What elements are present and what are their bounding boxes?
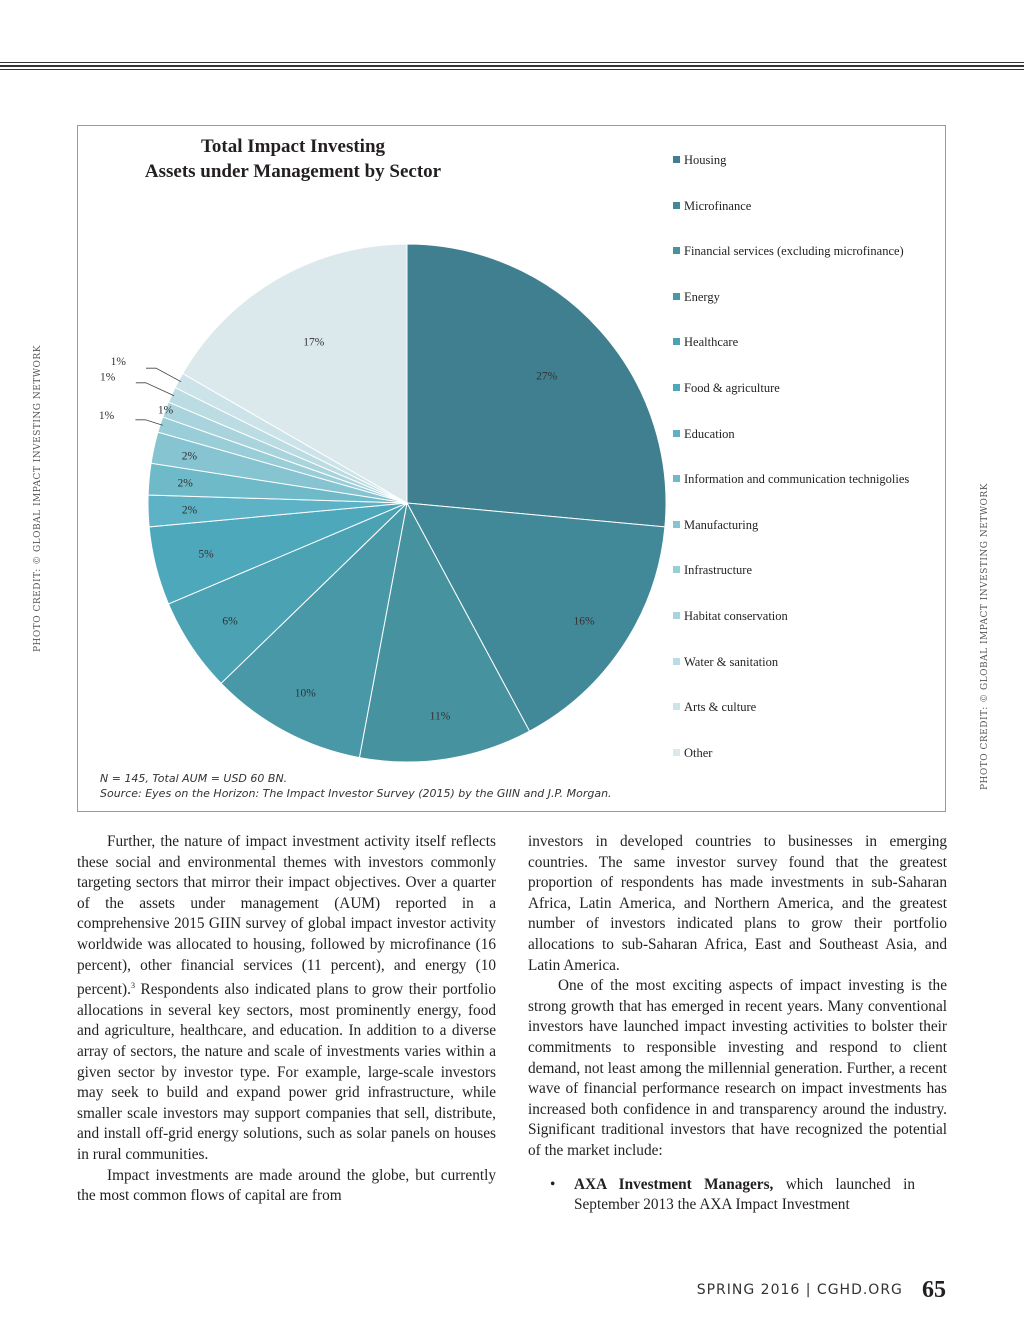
chart-title-line-2: Assets under Management by Sector	[144, 161, 442, 182]
data-label-infrastructure: 1%	[98, 410, 115, 423]
legend-label: Arts & culture	[684, 700, 757, 715]
legend-swatch	[673, 156, 680, 163]
paragraph-text: Further, the nature of impact investment activity itself reflects these social and environmental themes with investors commonly targeting sectors that mirror their impact objectives. Over a quarter of the assets under management (AUM) reported in a comprehensive 2015 GIIN survey of global impact investor activity worldwide was allocated to housing, followed by microfinance (16 percent), other financial services (11 percent), and energy (10 percent).	[77, 833, 496, 999]
legend-item-food-agriculture	[673, 381, 780, 396]
leader-line	[146, 368, 181, 382]
page-footer	[697, 1277, 946, 1304]
data-label-information-and-communication-technigolies: 2%	[177, 477, 193, 490]
bullet-marker: •	[550, 1175, 556, 1193]
data-label-arts-culture: 1%	[110, 355, 126, 368]
legend-swatch	[673, 247, 680, 254]
legend-item-financial-services-excluding-microfinance	[673, 244, 904, 259]
paragraph	[77, 832, 496, 1166]
paragraph-text: Respondents also indicated plans to grow their portfolio allocations in several key sectors, most prominently energy, food and agriculture, healthcare, and education. In addition to a diverse array of sectors, the nature and scale of investments varies within a given sector by investor type. For example, large-scale investors may seek to build and expand power grid infrastructure, while smaller scale investors may support companies that sell, distribute, and install off-grid energy solutions, such as solar panels on houses in rural communities.	[77, 981, 496, 1163]
paragraph: One of the most exciting aspects of impact investing is the strong growth that has emerged in recent years. Many conventional investors have launched impact investing activities to bolster their commitments to responsible investing and respond to client demand, not least among the millennial generation. Further, a recent wave of financial performance research on impact investments has increased both confidence in and transparency around the industry. Significant traditional investors that have recognized the potential of the market include:	[528, 977, 947, 1159]
pie-slice-housing	[407, 244, 666, 527]
data-label-water-sanitation: 1%	[100, 371, 116, 384]
photo-credit-left: PHOTO CREDIT: © GLOBAL IMPACT INVESTING NETWORK	[33, 345, 43, 652]
legend-swatch	[673, 703, 680, 710]
chart-title	[138, 134, 448, 184]
legend-label: Energy	[684, 289, 720, 304]
legend-swatch	[673, 566, 680, 573]
legend-label: Infrastructure	[684, 563, 753, 578]
legend-item-manufacturing	[673, 518, 758, 533]
legend-label: Information and communication technigolies	[684, 472, 910, 487]
paragraph: investors in developed countries to businesses in emerging countries. The same investor survey found that the greatest proportion of respondents has made investments in sub-Saharan Africa, Latin America, and Northern America, and the greatest number of investors indicated plans to grow their portfolio allocations to sub-Saharan Africa, East and Southeast Asia, and Latin America.	[528, 833, 947, 974]
legend-item-healthcare	[673, 335, 738, 350]
data-label-food-agriculture: 5%	[198, 548, 214, 561]
legend-swatch	[673, 749, 680, 756]
legend-item-other	[673, 746, 712, 761]
data-label-microfinance: 16%	[573, 615, 595, 628]
top-rule	[0, 69, 1024, 70]
legend-item-water-sanitation	[673, 655, 778, 670]
legend-item-infrastructure	[673, 563, 752, 578]
data-label-healthcare: 6%	[222, 615, 238, 628]
footer-issue: SPRING 2016 | CGHD.ORG	[696, 1282, 903, 1298]
bullet-bold-text: AXA Investment Managers,	[574, 1175, 774, 1193]
legend-label: Education	[684, 426, 735, 441]
data-label-habitat-conservation: 1%	[157, 404, 174, 417]
data-label-financial-services-excluding-microfinance: 11%	[429, 710, 451, 723]
body-column-right	[528, 832, 947, 1216]
paragraph: Impact investments are made around the globe, but currently the most common flows of capital are from	[77, 1166, 496, 1205]
data-label-energy: 10%	[294, 687, 316, 700]
pie-chart-figure	[77, 125, 946, 812]
legend-item-habitat-conservation	[673, 609, 788, 624]
legend-label: Financial services (excluding microfinance)	[684, 244, 904, 259]
chart-note-sample: N = 145, Total AUM = USD 60 BN.	[100, 772, 288, 785]
legend-item-arts-culture	[673, 700, 756, 715]
leader-line	[135, 420, 162, 426]
data-label-other: 17%	[303, 336, 325, 349]
legend-swatch	[673, 658, 680, 665]
bullet-text: which launched in September 2013 the AXA Impact Investment	[574, 1175, 915, 1214]
legend-label: Healthcare	[684, 335, 739, 350]
legend-swatch	[673, 338, 680, 345]
chart-note-source: Source: Eyes on the Horizon: The Impact Investor Survey (2015) by the GIIN and J.P. Morgan.	[100, 787, 612, 800]
legend-label: Housing	[684, 153, 727, 167]
legend-label: Habitat conservation	[684, 609, 788, 623]
legend-item-energy	[673, 290, 720, 305]
data-label-education: 2%	[181, 504, 198, 517]
page-number: 65	[922, 1277, 946, 1303]
legend-label: Other	[684, 745, 713, 760]
legend-item-housing	[673, 153, 726, 168]
legend-label: Water & sanitation	[684, 654, 779, 669]
data-label-housing: 27%	[536, 370, 558, 383]
chart-title-line-1: Total Impact Investing	[200, 136, 386, 157]
leader-line	[136, 383, 174, 396]
legend-swatch	[673, 612, 680, 619]
chart-source-note	[100, 771, 612, 801]
legend-item-microfinance	[673, 199, 751, 214]
legend-item-information-and-communication-technigolies	[673, 472, 909, 487]
legend-item-education	[673, 427, 735, 442]
legend-label: Food & agriculture	[684, 381, 780, 395]
bullet-item	[528, 1175, 947, 1216]
legend-label: Manufacturing	[684, 517, 759, 532]
legend-swatch	[673, 384, 680, 391]
body-column-left	[77, 832, 496, 1207]
legend-swatch	[673, 293, 680, 300]
data-label-manufacturing: 2%	[181, 450, 198, 463]
photo-credit-right: PHOTO CREDIT: © GLOBAL IMPACT INVESTING NETWORK	[980, 483, 990, 790]
legend-label: Microfinance	[684, 198, 752, 213]
legend-swatch	[673, 202, 680, 209]
footnote-marker: 3	[130, 981, 135, 991]
pie-chart	[78, 126, 947, 813]
legend-swatch	[673, 475, 680, 482]
top-rule	[0, 62, 1024, 63]
legend-swatch	[673, 430, 680, 437]
legend-swatch	[673, 521, 680, 528]
top-rule	[0, 65, 1024, 67]
